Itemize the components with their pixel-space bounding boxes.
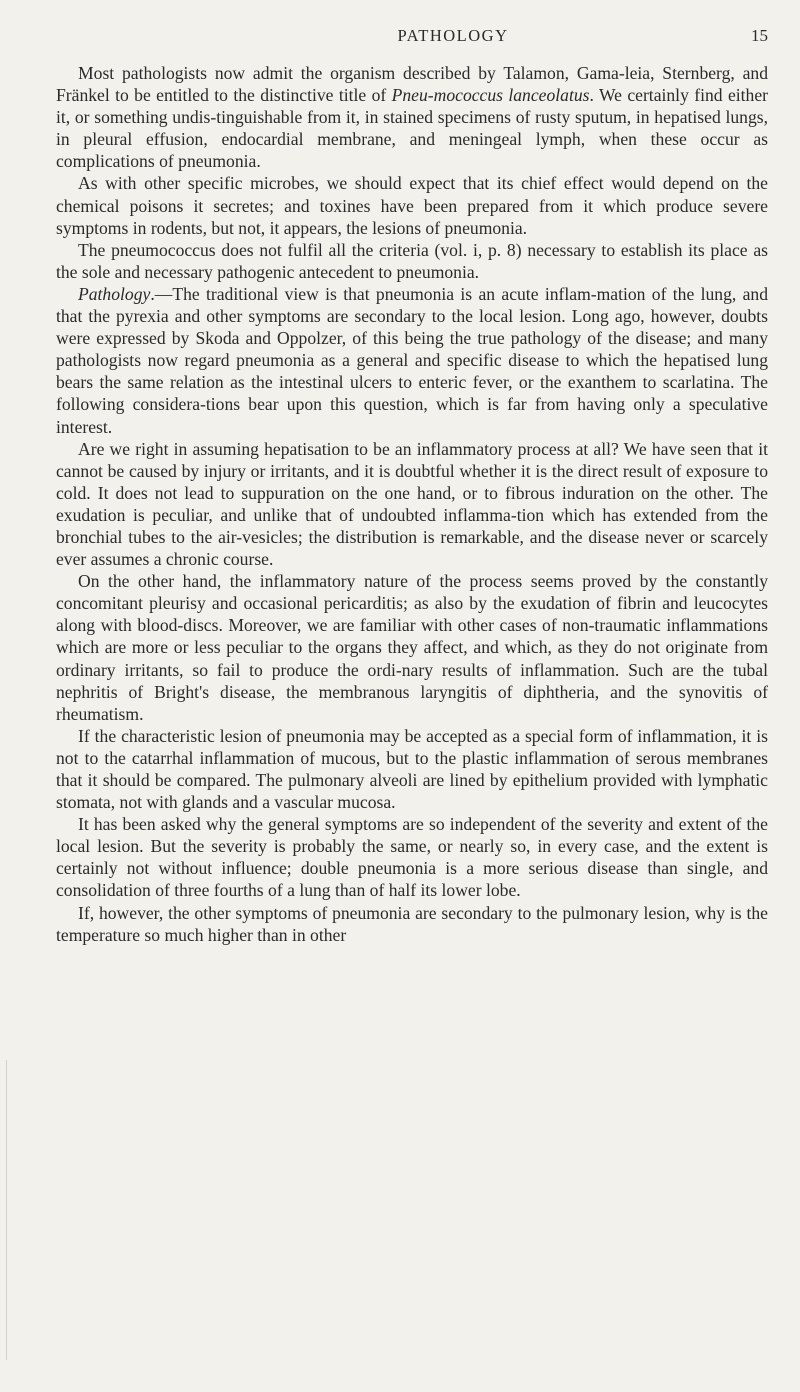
paragraph: If the characteristic lesion of pneumonia may be accepted as a special form of inflammation, it is not to the catarrhal inflammation of mucous, but to the plastic inflammation of serous membranes that it should be compared. The pulmonary alveoli are lined by epithelium provided with lymphatic stomata, not with glands and a vascular mucosa. — [56, 725, 768, 813]
italic-term: Pneu-mococcus lanceolatus — [391, 85, 590, 106]
scan-margin-line — [6, 1060, 7, 1360]
body-text — [56, 62, 768, 946]
running-title: PATHOLOGY — [397, 26, 509, 45]
section-heading: Pathology — [78, 283, 151, 304]
paragraph: The pneumococcus does not fulfil all the criteria (vol. i, p. 8) necessary to establish its place as the sole and necessary pathogenic antecedent to pneumonia. — [56, 239, 768, 282]
paragraph: It has been asked why the general symptoms are so independent of the severity and extent of the local lesion. But the severity is probably the same, or nearly so, in every case, and the extent is certainly not without influence; double pneumonia is a more serious disease than single, and consolidation of three fourths of a lung than of half its lower lobe. — [56, 814, 768, 901]
paragraph: Pathology.—The traditional view is that pneumonia is an acute inflam-mation of the lung, and that the pyrexia and other symptoms are secondary to the local lesion. Long ago, however, doubts were expressed by Skoda and Oppolzer, of this being the true pathology of the disease; and many pathologists now regard pneumonia as a general and specific disease to which the hepatised lung bears the same relation as the intestinal ulcers to enteric fever, or the exanthem to scarlatina. The following considera-tions bear upon this question, which is far from having only a speculative interest. — [56, 283, 768, 437]
paragraph: As with other specific microbes, we should expect that its chief effect would depend on the chemical poisons it secretes; and toxines have been prepared from it which produce severe symptoms in rodents, but not, it appears, the lesions of pneumonia. — [56, 173, 768, 238]
running-head — [228, 26, 768, 52]
paragraph: If, however, the other symptoms of pneumonia are secondary to the pulmonary lesion, why is the temperature so much higher than in other — [56, 902, 768, 945]
page-number: 15 — [751, 26, 768, 45]
paragraph: Most pathologists now admit the organism described by Talamon, Gama-leia, Sternberg, and Fränkel to be entitled to the distinctive title of Pneu-mococcus lanceolatus. We certainly find either it, or something undis-tinguishable from it, in stained specimens of rusty sputum, in hepatised lungs, in pleural effusion, endocardial membrane, and meningeal lymph, when these occur as complications of pneumonia. — [56, 63, 768, 172]
paragraph: Are we right in assuming hepatisation to be an inflammatory process at all? We have seen that it cannot be caused by injury or irritants, and it is doubtful whether it is the direct result of exposure to cold. It does not lead to suppuration on the one hand, or to fibrous induration on the other. The exudation is peculiar, and unlike that of undoubted inflamma-tion which has extended from the bronchial tubes to the air-vesicles; the distribution is remarkable, and the disease never or scarcely ever assumes a chronic course. — [56, 438, 768, 570]
paragraph: On the other hand, the inflammatory nature of the process seems proved by the constantly concomitant pleurisy and occasional pericarditis; as also by the exudation of fibrin and leucocytes along with blood-discs. Moreover, we are familiar with other cases of non-traumatic inflammations which are more or less peculiar to the organs they affect, and which, as they do not originate from ordinary irritants, so fail to produce the ordi-nary results of inflammation. Such are the tubal nephritis of Bright's disease, the membranous laryngitis of diphtheria, and the synovitis of rheumatism. — [56, 571, 768, 724]
